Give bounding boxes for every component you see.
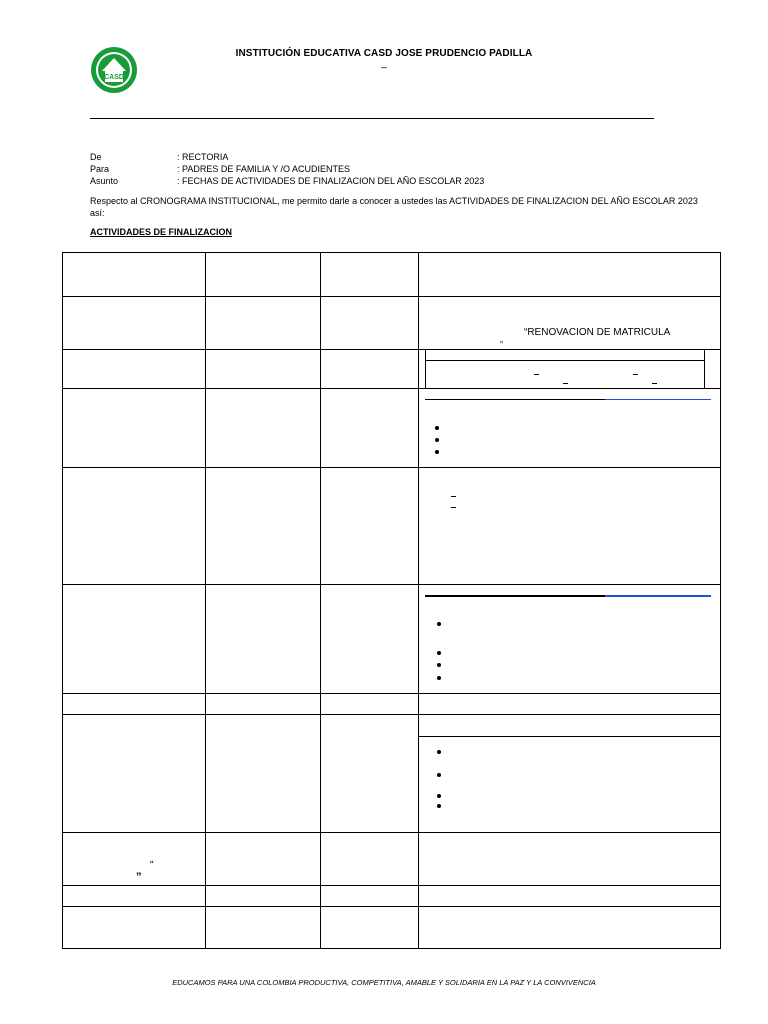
section-title: ACTIVIDADES DE FINALIZACION (90, 227, 233, 237)
list-bullet (437, 676, 441, 680)
underline-black (425, 399, 605, 400)
dash-mark (563, 383, 568, 384)
table-border-bottom (62, 948, 721, 949)
list-bullet (435, 426, 439, 430)
row-divider (62, 467, 721, 468)
renovacion-text: “RENOVACION DE MATRICULA (524, 327, 671, 338)
table-border-left (62, 252, 63, 949)
list-bullet (437, 794, 441, 798)
de-value: : RECTORIA (177, 152, 229, 162)
row-divider (62, 296, 721, 297)
nested-box-left (425, 349, 426, 388)
intro-paragraph: Respecto al CRONOGRAMA INSTITUCIONAL, me permito darle a conocer a ustedes las ACTIVIDADES DE FINALIZACION DEL AÑO ESCOLAR 2023 así: (90, 196, 698, 218)
para-value: : PADRES DE FAMILIA Y /O ACUDIENTES (177, 164, 351, 174)
table-border-right (720, 252, 721, 949)
underline-black (425, 595, 605, 597)
footer-motto: EDUCAMOS PARA UNA COLOMBIA PRODUCTIVA, COMPETITIVA, AMABLE Y SOLIDARIA EN LA PAZ Y LA CONVIVENCIA (172, 978, 596, 987)
list-bullet (437, 622, 441, 626)
title-underscore: _ (381, 58, 387, 69)
underline-link (605, 399, 711, 400)
asunto-label: Asunto (90, 176, 119, 186)
dash-mark (633, 374, 638, 375)
nested-box-mid (425, 360, 705, 361)
table-border-top (62, 252, 721, 253)
row-divider (62, 584, 721, 585)
row-divider (62, 388, 721, 389)
header-rule (90, 118, 654, 119)
row-divider (62, 832, 721, 833)
underline-link (605, 595, 711, 597)
list-bullet (437, 773, 441, 777)
institution-title: INSTITUCIÓN EDUCATIVA CASD JOSE PRUDENCIO PADILLA (235, 48, 533, 59)
quote-close: ” (136, 871, 142, 883)
list-bullet (435, 450, 439, 454)
list-bullet (437, 750, 441, 754)
dash-mark (534, 374, 539, 375)
row-divider (62, 693, 721, 694)
column-divider (320, 252, 321, 949)
column-divider (205, 252, 206, 949)
para-label: Para (90, 164, 110, 174)
inner-divider (418, 736, 721, 737)
logo-text: CASD (104, 74, 124, 81)
asunto-value: : FECHAS DE ACTIVIDADES DE FINALIZACION DEL AÑO ESCOLAR 2023 (177, 176, 485, 186)
dash-mark (451, 496, 456, 497)
nested-box-top (425, 349, 705, 350)
row-divider (62, 714, 721, 715)
list-bullet (437, 804, 441, 808)
nested-box-right (704, 349, 705, 388)
list-bullet (437, 663, 441, 667)
row-divider (62, 906, 721, 907)
dash-mark (451, 507, 456, 508)
dash-mark (652, 383, 657, 384)
list-bullet (437, 651, 441, 655)
list-bullet (435, 438, 439, 442)
quote-open: “ (150, 859, 154, 871)
column-divider (418, 252, 419, 949)
row-divider (62, 885, 721, 886)
de-label: De (90, 152, 102, 162)
renovacion-mark: „ (500, 334, 503, 344)
